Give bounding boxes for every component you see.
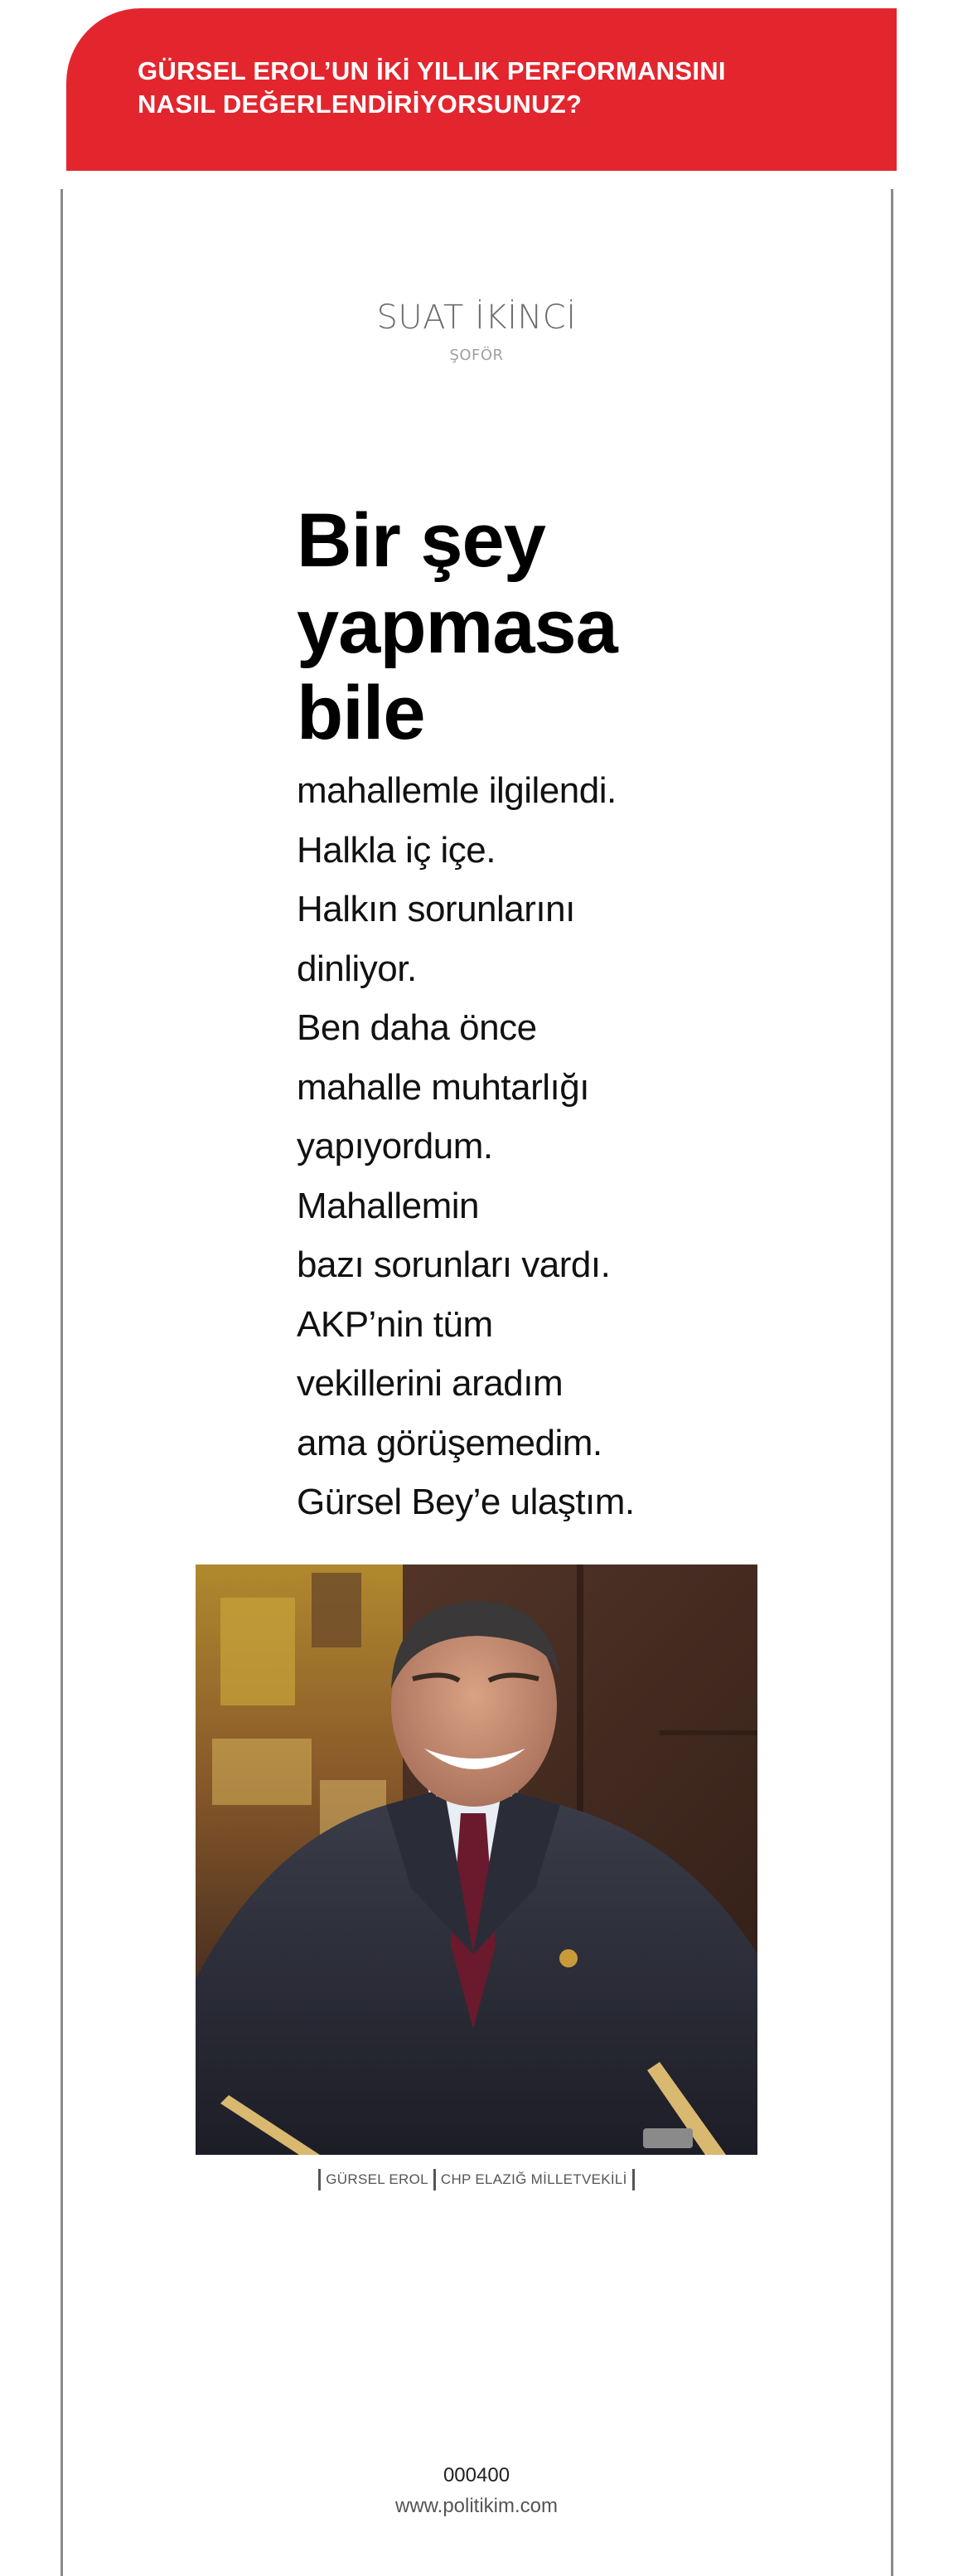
quote-line: Halkla iç içe.	[297, 829, 496, 871]
photo-caption	[0, 2169, 953, 2190]
quote-line: yapıyordum.	[297, 1126, 493, 1167]
quote-line: Halkın sorunlarını	[297, 889, 575, 929]
quote-block	[297, 497, 728, 1532]
caption-title: CHP ELAZIĞ MİLLETVEKİLİ	[440, 2171, 627, 2187]
quote-line: Ben daha önce	[297, 1007, 537, 1048]
quote-line: Mahallemin	[297, 1185, 479, 1226]
quote-headline: Bir şey yapmasa bile	[297, 498, 617, 755]
quote-line: mahallemle ilgilendi.	[297, 770, 617, 811]
banner-title-line-2: NASIL DEĞERLENDİRİYORSUNUZ?	[138, 90, 583, 119]
quote-body	[297, 761, 728, 1532]
footer-code: 000400	[443, 2464, 510, 2486]
caption-divider	[318, 2169, 321, 2190]
banner-title	[138, 55, 850, 121]
quote-line: AKP’nin tüm	[297, 1303, 493, 1345]
frame-left-line	[60, 189, 63, 2576]
header-banner	[66, 8, 897, 171]
person-name: SUAT İKİNCİ	[376, 298, 577, 337]
person-role: ŞOFÖR	[449, 347, 504, 364]
frame-right-line	[891, 189, 893, 2576]
quote-line: dinliyor.	[297, 948, 417, 989]
caption-divider	[632, 2169, 635, 2190]
caption-name: GÜRSEL EROL	[326, 2171, 428, 2187]
banner-title-line-1: GÜRSEL EROL’UN İKİ YILLIK PERFORMANSINI	[138, 56, 726, 85]
quote-line: bazı sorunları vardı.	[297, 1244, 611, 1285]
quote-line: ama görüşemedim.	[297, 1422, 602, 1463]
quote-line: Gürsel Bey’e ulaştım.	[297, 1482, 635, 1522]
quote-line: vekillerini aradım	[297, 1363, 564, 1404]
quote-line: mahalle muhtarlığı	[297, 1066, 589, 1108]
portrait-photo	[196, 1565, 757, 2155]
caption-divider	[433, 2169, 436, 2190]
footer-website: www.politikim.com	[394, 2495, 559, 2517]
